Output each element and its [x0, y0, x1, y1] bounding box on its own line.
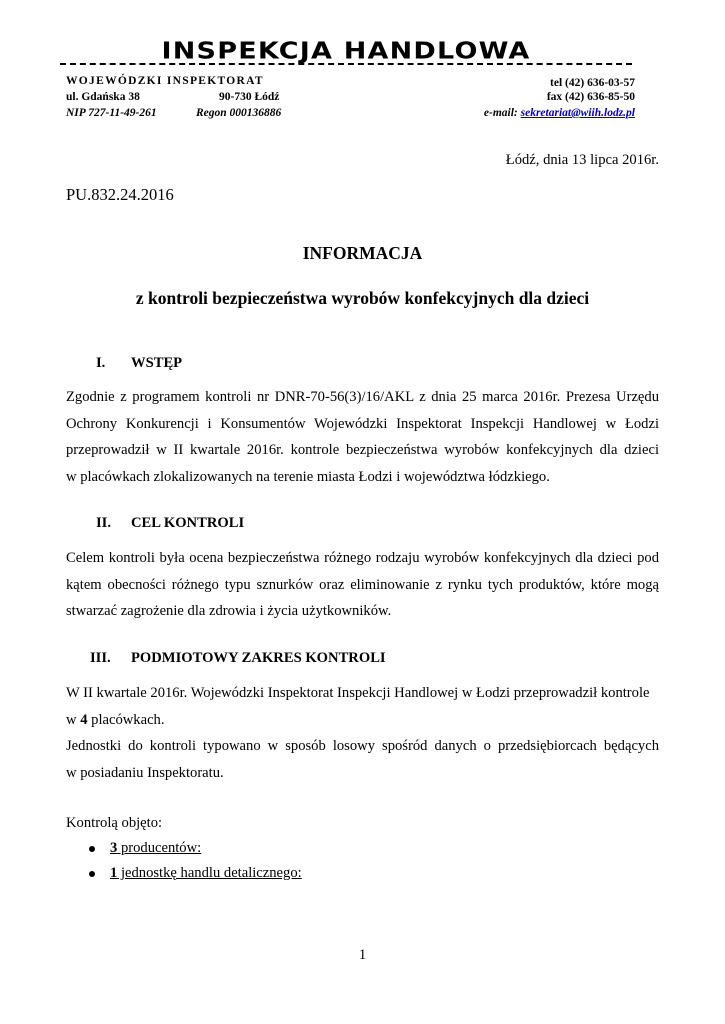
establishment-count: 4 [80, 711, 88, 728]
page-number: 1 [358, 947, 367, 963]
document-title: INFORMACJA [302, 243, 423, 263]
bullet-icon [89, 846, 95, 852]
regon-number: Regon 000136886 [196, 107, 282, 119]
paragraph-line: Jednostki do kontroli typowano w sposób losowy spośród danych o przedsiębiorcach będących [66, 738, 659, 755]
paragraph-line: Celem kontroli była ocena bezpieczeństwa różnego rodzaju wyrobów konfekcyjnych dla dzieci pod [66, 550, 659, 566]
email-line [484, 106, 635, 120]
paragraph-line: Zgodnie z programem kontroli nr DNR-70-56(3)/16/AKL z dnia 25 marca 2016r. Prezesa Urzędu [66, 389, 659, 405]
paragraph-line: w placówkach zlokalizowanych na terenie miasta Łodzi i województwa łódzkiego. [66, 468, 550, 485]
paragraph-line: Ochrony Konkurencji i Konsumentów Wojewódzki Inspektorat Inspekcji Handlowej w Łodzi [66, 415, 659, 432]
organization-masthead: INSPEKCJA HANDLOWA [161, 38, 531, 65]
email-label: e-mail: [483, 107, 518, 119]
email-link[interactable]: sekretariat@wiih.lodz.pl [520, 107, 635, 119]
fax: fax (42) 636-85-50 [546, 91, 635, 103]
nip-number: NIP 727-11-49-261 [66, 107, 157, 119]
paragraph-line: W II kwartale 2016r. Wojewódzki Inspektorat Inspekcji Handlowej w Łodzi przeprowadził kontrole [66, 685, 650, 701]
paragraph-line: kątem obecności różnego typu sznurków oraz eliminowanie z rynku tych produktów, które mogą [66, 576, 659, 593]
street-address: ul. Gdańska 38 [66, 91, 140, 103]
document-subtitle: z kontroli bezpieczeństwa wyrobów konfekcyjnych dla dzieci [135, 288, 590, 308]
section-1-paragraph [66, 384, 659, 490]
section-2-paragraph [66, 545, 659, 625]
paragraph-line: stwarzać zagrożenie dla zdrowia i życia użytkowników. [66, 603, 392, 620]
header-divider [60, 63, 632, 65]
scope-item-count: 3 [110, 840, 118, 856]
section-2-number: II. [96, 515, 112, 531]
section-2-heading: CEL KONTROLI [131, 515, 245, 531]
section-3-paragraph [66, 680, 659, 786]
scope-item-count: 1 [110, 865, 118, 881]
reference-number: PU.832.24.2016 [66, 185, 174, 204]
bullet-icon [89, 871, 95, 877]
scope-item-retail [110, 861, 302, 885]
section-1-heading: WSTĘP [131, 355, 183, 371]
scope-item-producers [110, 836, 201, 860]
section-3-heading: PODMIOTOWY ZAKRES KONTROLI [131, 650, 386, 666]
postal-city: 90-730 Łódź [219, 91, 280, 103]
paragraph-line: w 4 placówkach. [66, 711, 165, 728]
scope-intro: Kontrolą objęto: [66, 815, 163, 831]
scope-item-label: producentów: [117, 840, 202, 856]
paragraph-line: przeprowadził w II kwartale 2016r. kontrole bezpieczeństwa wyrobów konfekcyjnych dla dzieci [66, 442, 659, 459]
scope-item-label: jednostkę handlu detalicznego: [117, 865, 302, 881]
date-line: Łódź, dnia 13 lipca 2016r. [505, 152, 659, 168]
paragraph-line: w posiadaniu Inspektoratu. [66, 764, 224, 781]
office-name: WOJEWÓDZKI INSPEKTORAT [66, 75, 264, 87]
section-1-number: I. [96, 355, 106, 371]
section-3-number: III. [90, 650, 111, 666]
phone: tel (42) 636-03-57 [550, 77, 635, 89]
